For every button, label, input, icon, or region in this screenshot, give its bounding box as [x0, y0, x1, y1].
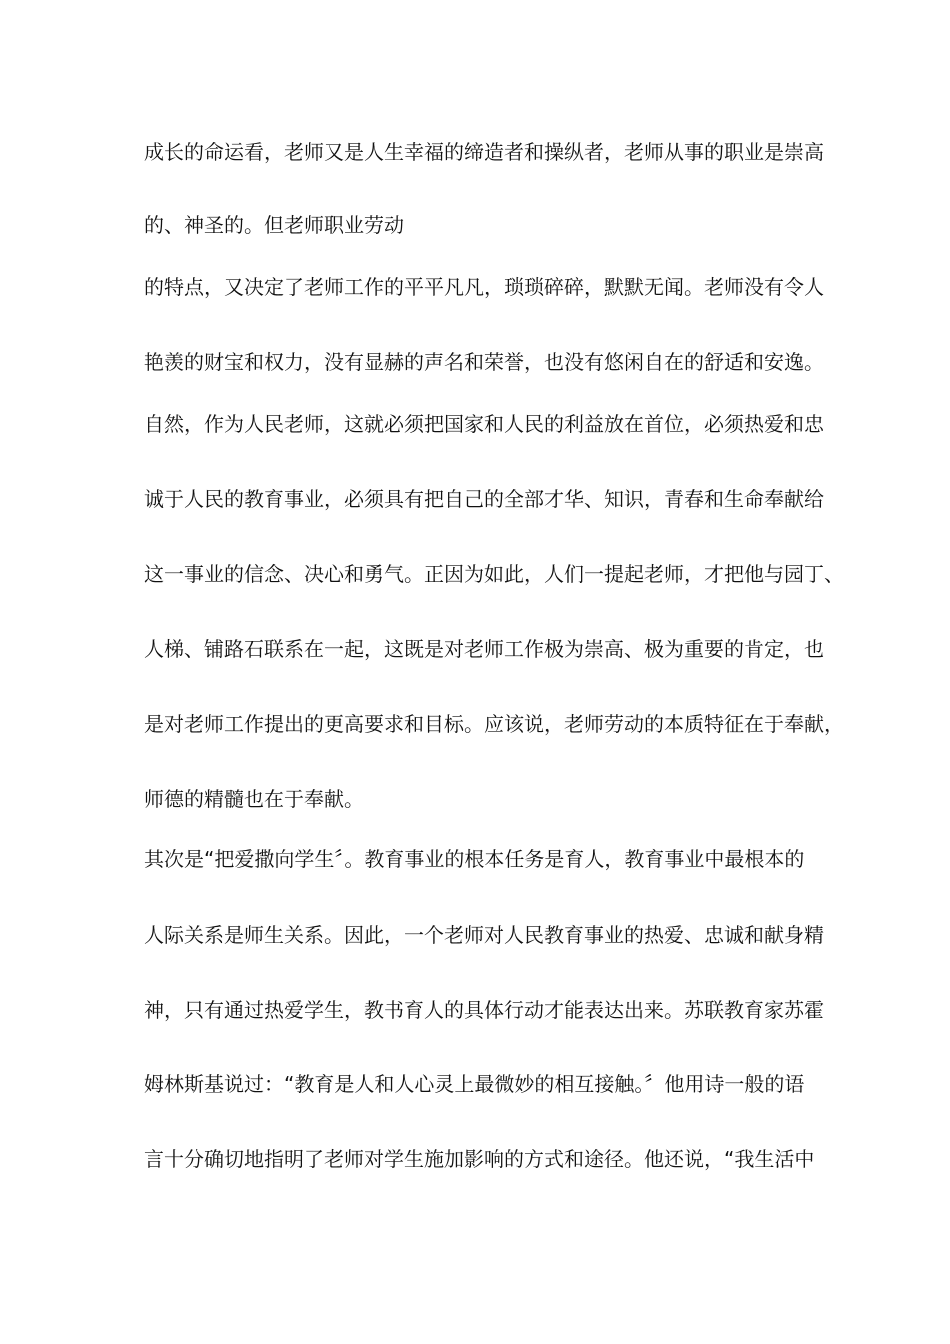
text-line: 自然，作为人民老师，这就必须把国家和人民的利益放在首位，必须热爱和忠 — [144, 412, 824, 436]
text-line: 神，只有通过热爱学生，教书育人的具体行动才能表达出来。苏联教育家苏霍 — [144, 998, 824, 1022]
text-line: 师德的精髓也在于奉献。 — [144, 787, 364, 811]
text-line: 这一事业的信念、决心和勇气。正因为如此，人们一提起老师，才把他与园丁、 — [144, 562, 844, 586]
text-line: 诚于人民的教育事业，必须具有把自己的全部才华、知识，青春和生命奉献给 — [144, 487, 824, 511]
text-line: 的特点，又决定了老师工作的平平凡凡，琐琐碎碎，默默无闻。老师没有令人 — [144, 275, 824, 299]
text-line: 是对老师工作提出的更高要求和目标。应该说，老师劳动的本质特征在于奉献， — [144, 712, 844, 736]
text-line: 人梯、铺路石联系在一起，这既是对老师工作极为崇高、极为重要的肯定，也 — [144, 637, 824, 661]
text-line: 其次是“把爱撒向学生〞。教育事业的根本任务是育人，教育事业中最根本的 — [144, 847, 805, 871]
text-line: 言十分确切地指明了老师对学生施加影响的方式和途径。他还说，“我生活中 — [144, 1147, 815, 1171]
text-line: 艳羡的财宝和权力，没有显赫的声名和荣誉，也没有悠闲自在的舒适和安逸。 — [144, 350, 824, 374]
text-line: 人际关系是师生关系。因此，一个老师对人民教育事业的热爱、忠诚和献身精 — [144, 923, 824, 947]
text-line: 姆林斯基说过：“教育是人和人心灵上最微妙的相互接触。〞他用诗一般的语 — [144, 1072, 805, 1096]
text-line: 的、神圣的。但老师职业劳动 — [144, 213, 404, 237]
text-line: 成长的命运看，老师又是人生幸福的缔造者和操纵者，老师从事的职业是崇高 — [144, 140, 824, 164]
